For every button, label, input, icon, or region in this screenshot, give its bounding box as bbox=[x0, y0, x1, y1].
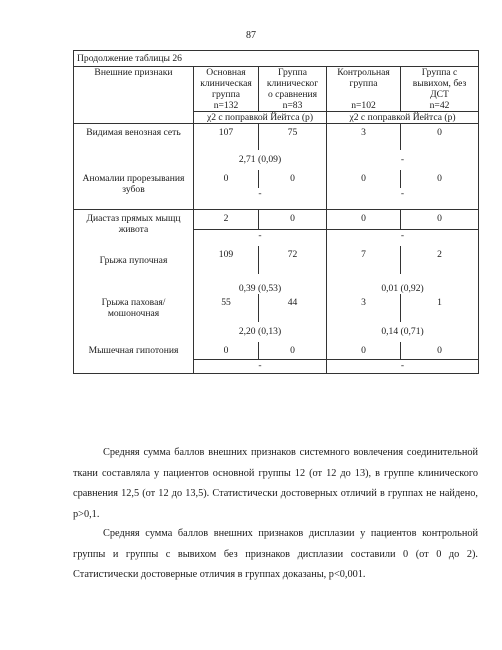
cell-value: 0 bbox=[401, 210, 479, 230]
cell-value: 0 bbox=[327, 210, 401, 230]
header-feature: Внешние признаки bbox=[74, 67, 194, 124]
cell-value: 0 bbox=[223, 172, 229, 184]
table-caption: Продолжение таблицы 26 bbox=[74, 51, 479, 67]
stat-value: 2,71 (0,09) bbox=[194, 150, 327, 170]
row-label: Диастаз прямых мыщц живота bbox=[74, 210, 194, 246]
stat-value: - bbox=[327, 230, 479, 246]
cell-value: 7 bbox=[361, 248, 366, 260]
stat-value: 2,20 (0,13) bbox=[194, 322, 327, 342]
stat-value: 0,01 (0,92) bbox=[327, 274, 479, 294]
cell-value: 0 bbox=[361, 172, 366, 184]
header-dislocation-group: Группа с вывихом, без ДСТ n=42 bbox=[401, 67, 479, 112]
stat-value: 0,39 (0,53) bbox=[194, 274, 327, 294]
cell-value: 1 bbox=[401, 294, 479, 322]
paragraph: Средняя сумма баллов внешних признаков системного вовлечения соединительной ткани составляла у пациентов основной группы 12 (от 12 до 13), в группе клинического сравнения 12,5 (от 12 до 13,5). Статистически достоверных отличий в группах не найдено, р>0,1. bbox=[73, 447, 478, 520]
stat-label-left: χ2 с поправкой Йейтса (р) bbox=[194, 112, 327, 124]
cell-value: 2 bbox=[401, 246, 479, 274]
cell-value: 0 bbox=[259, 170, 327, 188]
stat-value: - bbox=[327, 360, 479, 374]
row-label: Мышечная гипотония bbox=[74, 342, 194, 374]
cell-value: 0 bbox=[327, 342, 401, 360]
cell-value: 44 bbox=[259, 294, 327, 322]
stat-value: - bbox=[327, 150, 479, 170]
cell-value: 0 bbox=[259, 210, 327, 230]
stat-value: 0,14 (0,71) bbox=[327, 322, 479, 342]
page-number: 87 bbox=[246, 30, 256, 41]
cell-value: 0 bbox=[401, 124, 479, 150]
cell-value: 3 bbox=[361, 296, 366, 308]
row-label: Видимая венозная сеть bbox=[74, 124, 194, 170]
header-main-group: Основная клиническая группа n=132 bbox=[194, 67, 259, 112]
cell-value: 72 bbox=[259, 246, 327, 274]
cell-value: 55 bbox=[221, 296, 231, 308]
paragraph: Средняя сумма баллов внешних признаков дисплазии у пациентов контрольной группы и группы с вывихом без признаков дисплазии составили 0 (от 0 до 2). Статистически достоверные отличия в группах доказаны, р<0,001. bbox=[73, 528, 478, 580]
cell-value: 0 bbox=[401, 342, 479, 360]
stat-value: - bbox=[194, 230, 327, 246]
header-control-group: Контрольная группа n=102 bbox=[327, 67, 401, 112]
cell-value: 2 bbox=[194, 210, 259, 230]
row-label: Грыжа пупочная bbox=[74, 246, 194, 294]
row-label: Грыжа паховая/мошоночная bbox=[74, 294, 194, 342]
stat-value: - bbox=[194, 188, 327, 210]
cell-value: 109 bbox=[218, 248, 234, 260]
cell-value: 0 bbox=[194, 342, 259, 360]
cell-value: 3 bbox=[361, 127, 366, 138]
header-comparison-group: Группа клиническог о сравнения n=83 bbox=[259, 67, 327, 112]
stat-value: - bbox=[327, 188, 479, 210]
stat-label-right: χ2 с поправкой Йейтса (р) bbox=[327, 112, 479, 124]
stat-value: - bbox=[194, 360, 327, 374]
cell-value: 75 bbox=[259, 124, 327, 150]
cell-value: 0 bbox=[401, 170, 479, 188]
cell-value: 0 bbox=[259, 342, 327, 360]
cell-value: 107 bbox=[218, 127, 234, 138]
row-label: Аномалии прорезывания зубов bbox=[74, 170, 194, 210]
data-table bbox=[73, 50, 479, 374]
